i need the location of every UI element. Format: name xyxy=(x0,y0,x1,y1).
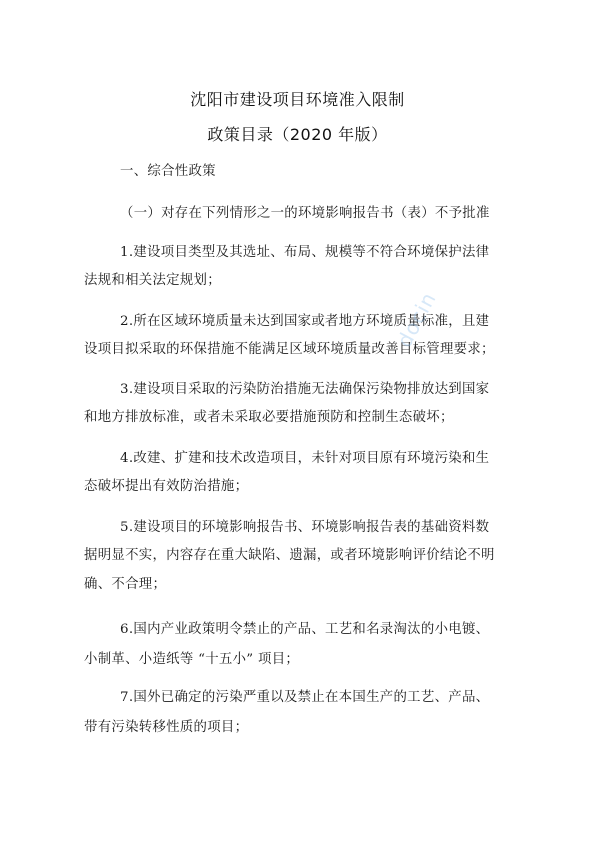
item-5-line-1: 5.建设项目的环境影响报告书、环境影响报告表的基础资料数 xyxy=(120,520,490,535)
item-1-line-1: 1.建设项目类型及其选址、布局、规模等不符合环境保护法律 xyxy=(120,245,490,260)
document-title: 沈阳市建设项目环境准入限制 xyxy=(190,90,405,109)
item-3-line-2: 和地方排放标准，或者未采取必要措施预防和控制生态破坏； xyxy=(84,410,454,425)
item-2-line-1: 2.所在区域环境质量未达到国家或者地方环境质量标准，且建 xyxy=(120,314,490,329)
item-2-line-2: 设项目拟采取的环保措施不能满足区域环境质量改善目标管理要求； xyxy=(84,342,495,357)
item-4-line-1: 4.改建、扩建和技术改造项目，未针对项目原有环境污染和生 xyxy=(120,451,490,466)
document-subtitle: 政策目录（2020 年版） xyxy=(207,125,388,144)
item-6-line-2: 小制革、小造纸等 “十五小” 项目； xyxy=(84,652,300,667)
watermark: docin xyxy=(392,287,441,352)
item-7-line-2: 带有污染转移性质的项目； xyxy=(84,720,249,735)
item-3-line-1: 3.建设项目采取的污染防治措施无法确保污染物排放达到国家 xyxy=(120,382,490,397)
item-4-line-2: 态破坏提出有效防治措施； xyxy=(84,479,249,494)
item-5-line-3: 确、不合理； xyxy=(84,577,167,592)
subsection-heading: （一）对存在下列情形之一的环境影响报告书（表）不予批准 xyxy=(120,206,490,221)
item-5-line-2: 据明显不实，内容存在重大缺陷、遗漏，或者环境影响评价结论不明 xyxy=(84,548,495,563)
section-heading: 一、综合性政策 xyxy=(120,164,216,179)
item-6-line-1: 6.国内产业政策明令禁止的产品、工艺和名录淘汰的小电镀、 xyxy=(120,622,490,637)
item-7-line-1: 7.国外已确定的污染严重以及禁止在本国生产的工艺、产品、 xyxy=(120,690,490,705)
item-1-line-2: 法规和相关法定规划； xyxy=(84,273,221,288)
